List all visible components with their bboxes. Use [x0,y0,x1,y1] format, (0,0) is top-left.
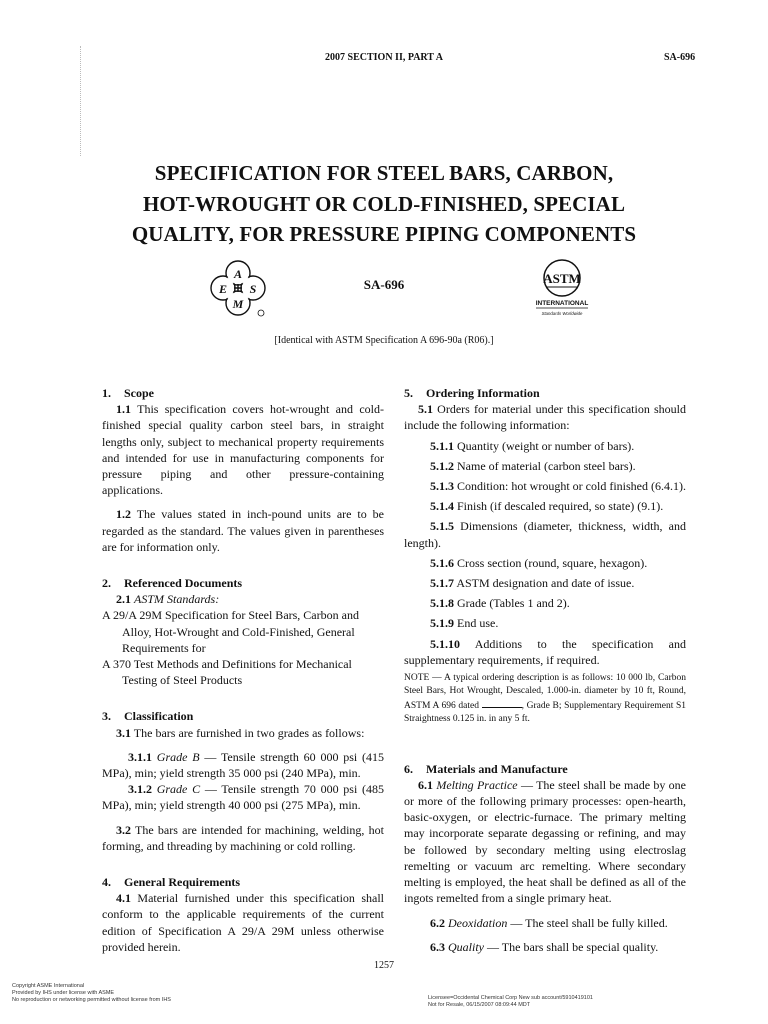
ordering-item: 5.1.1 Quantity (weight or number of bars). [430,438,635,453]
ordering-item: 5.1.6 Cross section (round, square, hexagon). [430,555,648,570]
section-heading: 6. Materials and Manufacture [404,761,568,776]
paragraph: 6.3 Quality — The bars shall be special quality. [430,939,659,954]
ordering-item: 5.1.3 Condition: hot wrought or cold finished (6.4.1). [430,479,686,494]
paragraph: 1.2 The values stated in inch-pound units are to be regarded as the standard. The values given in parentheses are for information only. [102,507,384,554]
paragraph: 3.2 The bars are intended for machining, welding, hot forming, and threading by machining or cold rolling. [102,822,384,853]
asme-letter: M [232,297,244,311]
title-line: HOT-WROUGHT OR COLD-FINISHED, SPECIAL [142,191,626,216]
footer-copyright: Copyright ASME International Provided by IHS under license with ASME No reproduction or networking permitted without license from IHS [12,983,171,1003]
astm-tagline: Standards Worldwide [541,311,583,316]
astm-word: ASTM [543,271,581,286]
asme-letter: A [233,267,243,281]
asme-letter: S [249,282,257,296]
reference-item: A 29/A 29M Specification for Steel Bars, Carbon and Alloy, Hot-Wrought and Cold-Finished, General Requirements for [102,608,359,655]
reference-item: A 370 Test Methods and Definitions for Mechanical Testing of Steel Products [102,657,352,688]
paragraph: 3.1.1 Grade B — Tensile strength 60 000 psi (415 MPa), min; yield strength 35 000 psi (240 MPa), min. [102,749,385,781]
running-header: 2007 SECTION II, PART A [325,52,443,63]
paragraph: 3.1.2 Grade C — Tensile strength 70 000 psi (485 MPa), min; yield strength 40 000 psi (275 MPa), min. [102,782,385,813]
paragraph: 4.1 Material furnished under this specification shall conform to the applicable requirements of the current edition of Specification A 29/A 29M unless otherwise provided herein. [102,891,384,954]
identical-with-note: [Identical with ASTM Specification A 696-90a (R06).] [274,335,494,346]
section-heading: 2. Referenced Documents [102,576,243,591]
ordering-item: 5.1.10 Additions to the specification and supplementary requirements, if required. [404,636,687,667]
ordering-note: NOTE — A typical ordering description is as follows: 10 000 lb, Carbon Steel Bars, Hot Wrought, Descaled, 1.000-in. diameter by 10 ft, Round, ASTM A 696 dated , Grade B; Supplementary Requirement S1 Straightness 0.125 in. in any 5 ft. [404,673,687,725]
paragraph: 2.1 ASTM Standards: [116,592,220,607]
paragraph: 1.1 This specification covers hot-wrought and cold-finished special quality carbon steel bars, in straight lengths only, subject to mechanical property requirements and intended for use in manufacturing components for pressure piping and other pressure-containing applications. [102,402,384,498]
ordering-item: 5.1.5 Dimensions (diameter, thickness, width, and length). [404,519,686,550]
section-heading: 1. Scope [102,386,154,400]
header-spec-number: SA-696 [664,52,696,63]
ordering-item: 5.1.9 End use. [430,616,499,631]
document-title [60,158,708,250]
paragraph: 6.2 Deoxidation — The steel shall be fully killed. [430,915,668,930]
ordering-item: 5.1.2 Name of material (carbon steel bars). [430,458,636,473]
title-line: SPECIFICATION FOR STEEL BARS, CARBON, [154,161,614,185]
left-column [102,385,384,955]
paragraph: 6.1 Melting Practice — The steel shall be made by one or more of the following primary processes: open-hearth, basic-oxygen, or electric-furnace. The primary melting may incorporate separate degassing or refining, and may be followed by secondary melting using electroslag remelting or vacuum arc remelting. Where secondary melting is employed, the heat shall be defined as all of the ingots remelted from a single primary heat. [404,777,686,906]
ordering-item: 5.1.4 Finish (if descaled required, so state) (9.1). [430,499,664,514]
astm-international: INTERNATIONAL [535,300,589,307]
ordering-item: 5.1.7 ASTM designation and date of issue. [430,576,635,591]
asme-letter: E [218,282,228,296]
date-blank [482,699,522,708]
footer-license: Licensee=Occidental Chemical Corp New sub account/5910419101 Not for Resale, 06/15/2007 08:09:44 MDT [428,995,593,1008]
right-column [404,385,686,955]
paragraph: 5.1 Orders for material under this specification should include the following information: [404,402,686,433]
page-number: 1257 [374,960,394,971]
section-heading: 3. Classification [102,709,194,724]
spec-designation: SA-696 [363,277,405,292]
paragraph: 3.1 The bars are furnished in two grades as follows: [116,725,365,740]
astm-logo [532,258,592,327]
ordering-item: 5.1.8 Grade (Tables 1 and 2). [430,596,570,611]
title-line: QUALITY, FOR PRESSURE PIPING COMPONENTS [131,222,637,246]
section-heading: 5. Ordering Information [404,386,540,400]
section-heading: 4. General Requirements [102,875,241,890]
